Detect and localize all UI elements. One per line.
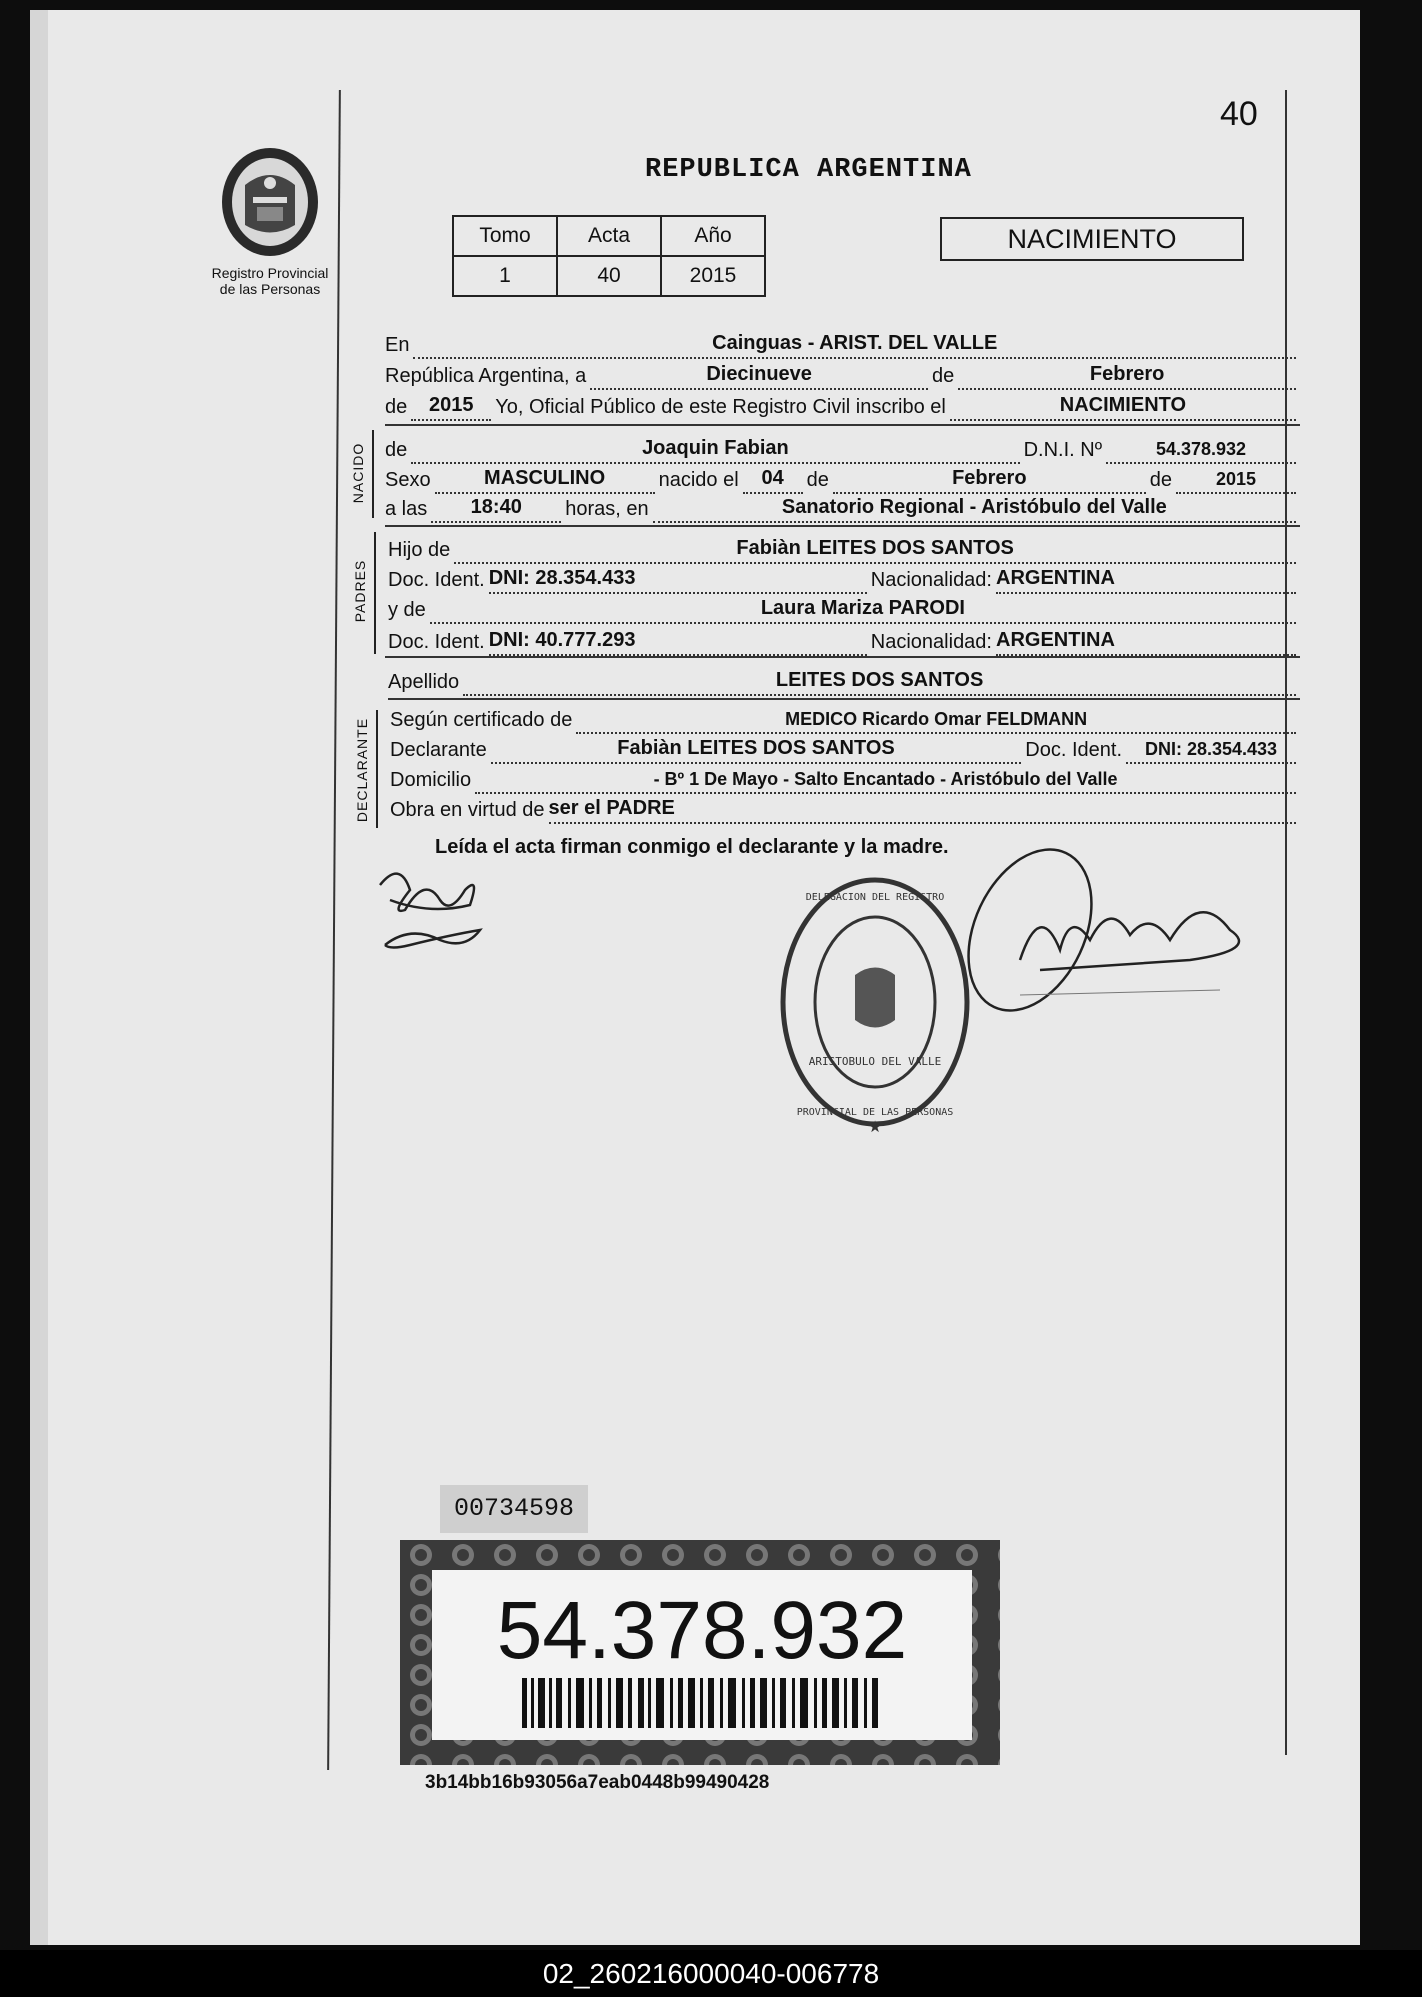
row-apellido	[388, 662, 1300, 696]
record-table	[452, 215, 766, 297]
value-obra: ser el PADRE	[548, 797, 675, 819]
svg-text:DELEGACION DEL REGISTRO: DELEGACION DEL REGISTRO	[805, 892, 945, 903]
row-nacido-nombre	[385, 430, 1300, 464]
document-page	[30, 10, 1360, 1945]
barcode-icon	[522, 1678, 882, 1728]
value-dia-nac: 04	[761, 467, 784, 489]
row-ydesc	[388, 590, 1300, 624]
value-inscribo: NACIMIENTO	[1059, 394, 1187, 416]
label-en: En	[385, 334, 410, 356]
row-hijo	[388, 530, 1300, 564]
label-republica: República Argentina, a	[385, 365, 587, 387]
label-hijo: Hijo de	[388, 539, 451, 561]
header-tomo: Tomo	[453, 216, 557, 256]
registry-stamp	[775, 870, 975, 1140]
barcode-number: 54.378.932	[496, 1585, 908, 1676]
value-certificado: MEDICO Ricardo Omar FELDMANN	[785, 709, 1088, 729]
scan-id-footer: 02_260216000040-006778	[0, 1950, 1422, 1997]
padres-label: PADRES	[352, 559, 368, 623]
svg-text:PROVINCIAL DE LAS PERSONAS: PROVINCIAL DE LAS PERSONAS	[796, 1107, 954, 1118]
value-sexo: MASCULINO	[484, 467, 606, 489]
padres-bracket	[374, 532, 376, 654]
label-nacido-el: nacido el	[658, 469, 739, 491]
label-nacido-de: de	[385, 439, 408, 461]
label-oficial: Yo, Oficial Público de este Registro Civil inscribo el	[495, 396, 946, 418]
label-dni: D.N.I. Nº	[1023, 439, 1102, 461]
declarante-label: DECLARANTE	[354, 717, 370, 823]
official-signature	[960, 840, 1300, 1040]
value-anio: 2015	[661, 256, 765, 296]
document-hash: 3b14bb16b93056a7eab0448b99490428	[425, 1772, 770, 1793]
label-domicilio: Domicilio	[390, 769, 472, 791]
value-anio-registro: 2015	[429, 394, 474, 416]
page-number: 40	[1220, 95, 1258, 133]
value-madre: Laura Mariza PARODI	[760, 597, 965, 619]
nacido-bracket	[372, 430, 374, 518]
header-anio: Año	[661, 216, 765, 256]
province-seal-icon	[215, 145, 325, 260]
label-de-mes: de	[806, 469, 829, 491]
row-republica	[385, 356, 1300, 390]
row-obra	[390, 790, 1300, 824]
label-de-anio: de	[1149, 469, 1172, 491]
row-en	[385, 325, 1300, 359]
value-madre-nac: ARGENTINA	[996, 629, 1115, 651]
page-edge-shadow	[30, 10, 48, 1945]
record-type-box: NACIMIENTO	[940, 217, 1244, 261]
svg-text:★: ★	[867, 1119, 883, 1136]
label-certificado: Según certificado de	[390, 709, 573, 731]
label-de2: de	[385, 396, 408, 418]
value-en: Cainguas - ARIST. DEL VALLE	[712, 332, 998, 354]
registry-logo	[180, 145, 360, 297]
barcode-sticker	[400, 1540, 1000, 1765]
label-alas: a las	[385, 498, 428, 520]
row-padre-doc	[388, 560, 1300, 594]
value-madre-doc: DNI: 40.777.293	[488, 629, 636, 651]
value-tomo: 1	[453, 256, 557, 296]
row-hora	[385, 489, 1300, 523]
value-dni: 54.378.932	[1155, 439, 1247, 459]
serial-number: 00734598	[440, 1485, 588, 1533]
row-certificado	[390, 700, 1300, 734]
label-yde: y de	[388, 599, 426, 621]
value-padre: Fabiàn LEITES DOS SANTOS	[736, 537, 1014, 559]
svg-text:ARISTOBULO DEL VALLE: ARISTOBULO DEL VALLE	[808, 1055, 942, 1068]
label-padre-doc: Doc. Ident.	[388, 569, 485, 591]
value-lugar: Sanatorio Regional - Aristóbulo del Valle	[781, 496, 1167, 518]
value-declarante-doc: DNI: 28.354.433	[1144, 739, 1278, 759]
row-madre-doc	[388, 622, 1300, 656]
label-madre-doc: Doc. Ident.	[388, 631, 485, 653]
divider-2	[385, 525, 1300, 527]
barcode-label	[432, 1570, 972, 1740]
nacido-label: NACIDO	[350, 442, 366, 504]
value-nombre: Joaquin Fabian	[642, 437, 789, 459]
label-madre-nac: Nacionalidad:	[870, 631, 992, 653]
value-acta: 40	[557, 256, 661, 296]
label-padre-nac: Nacionalidad:	[870, 569, 992, 591]
logo-caption-line1: Registro Provincial	[211, 265, 329, 281]
value-anio-nac: 2015	[1215, 469, 1257, 489]
value-dia: Diecinueve	[706, 363, 812, 385]
value-padre-doc: DNI: 28.354.433	[488, 567, 636, 589]
declarant-signature	[370, 855, 500, 965]
logo-caption-line2: de las Personas	[219, 281, 321, 297]
header-acta: Acta	[557, 216, 661, 256]
closing-statement: Leída el acta firman conmigo el declarante y la madre.	[435, 836, 949, 858]
label-horas: horas, en	[565, 498, 649, 520]
label-sexo: Sexo	[385, 469, 431, 491]
left-margin-line	[327, 90, 341, 1770]
value-mes: Febrero	[1089, 363, 1165, 385]
value-mes-nac: Febrero	[952, 467, 1027, 489]
label-declarante-doc: Doc. Ident.	[1025, 739, 1122, 761]
value-declarante: Fabiàn LEITES DOS SANTOS	[617, 737, 895, 759]
label-de: de	[932, 365, 955, 387]
value-domicilio: - Bº 1 De Mayo - Salto Encantado - Aristóbulo del Valle	[653, 769, 1118, 789]
divider-1	[385, 424, 1300, 426]
row-declarante	[390, 730, 1300, 764]
row-domicilio	[390, 760, 1300, 794]
value-padre-nac: ARGENTINA	[996, 567, 1115, 589]
declarante-bracket	[376, 710, 378, 828]
row-oficial	[385, 387, 1300, 421]
label-obra: Obra en virtud de	[390, 799, 545, 821]
value-hora: 18:40	[470, 496, 522, 518]
document-title: REPUBLICA ARGENTINA	[645, 155, 972, 185]
label-declarante: Declarante	[390, 739, 487, 761]
divider-3	[385, 656, 1300, 658]
value-apellido: LEITES DOS SANTOS	[775, 669, 984, 691]
label-apellido: Apellido	[388, 671, 460, 693]
